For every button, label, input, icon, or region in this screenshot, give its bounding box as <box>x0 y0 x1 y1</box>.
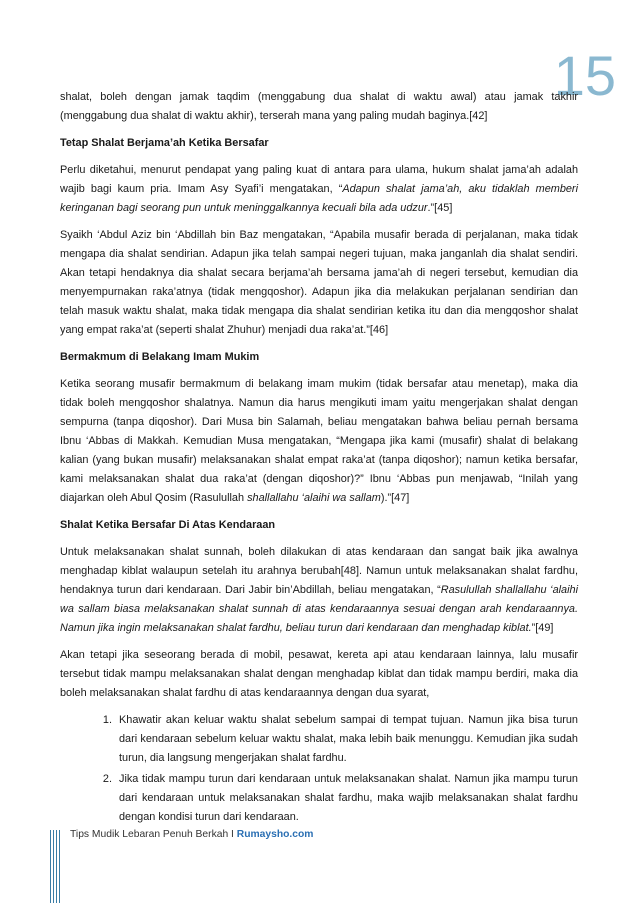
section-heading: Tetap Shalat Berjama’ah Ketika Bersafar <box>60 137 269 149</box>
footer-rule <box>50 830 62 903</box>
page-number: 15 <box>553 44 616 107</box>
text-run: .”[45] <box>427 202 453 214</box>
text-run: Untuk melaksanakan shalat sunnah, boleh dilakukan di atas kendaraan dan sangat baik jika awalnya menghadap kiblat walaupun setelah itu arahnya berubah[48]. Namun untuk melaksanakan shalat fardhu, hendaknya turun dari kendaraan. Dari Jabir bin’Abdillah, beliau mengatakan, “ <box>60 546 578 596</box>
text-run: Ketika seorang musafir bermakmum di belakang imam mukim (tidak bersafar atau menetap), maka dia tidak boleh mengqoshor shalatnya. Namun dia harus mengikuti imam yaitu mengerjakan shalat dengan sempurna (tanpa diqoshor). Dari Musa bin Salamah, beliau mengatakan bahwa beliau pernah bersama Ibnu ‘Abbas di Makkah. Kemudian Musa mengatakan, “Mengapa jika kami (musafir) shalat di belakang kalian (yang bukan musafir) melaksanakan shalat empat raka’at (tanpa diqoshor); namun ketika bersafar, kami melaksanakan shalat dua raka’at (dengan diqoshor)?” Ibnu ‘Abbas pun menjawab, “Inilah yang diajarkan oleh Abul Qosim (Rasulullah <box>60 378 578 504</box>
page-content <box>60 88 578 829</box>
list-item: 1. Khawatir akan keluar waktu shalat sebelum sampai di tempat tujuan. Namun jika bisa turun dari kendaraan sebelum keluar waktu shalat, maka lebih baik menunggu. Kemudian jika sudah turun, dia langsung mengerjakan shalat fardhu. <box>115 711 578 768</box>
text-run: Akan tetapi jika seseorang berada di mobil, pesawat, kereta api atau kendaraan lainnya, lalu musafir tersebut tidak mampu melaksanakan shalat dengan menghadap kiblat dan tidak mampu berdiri, maka dia boleh melaksanakan shalat fardhu di atas kendaraannya dengan dua syarat, <box>60 649 578 699</box>
text-run: ).”[47] <box>380 492 410 504</box>
italic-text: Adapun shalat jama’ah, aku tidaklah memberi keringanan bagi seorang pun untuk meninggalkannya kecuali bila ada udzur <box>60 183 578 214</box>
section-heading: Shalat Ketika Bersafar Di Atas Kendaraan <box>60 519 276 531</box>
footer-site-name: Rumaysho.com <box>236 829 314 840</box>
text-run: Syaikh ‘Abdul Aziz bin ‘Abdillah bin Baz mengatakan, “Apabila musafir berada di perjalanan, maka tidak mengapa dia shalat sendirian. Adapun jika telah sampai negeri tujuan, maka janganlah dia shalat sendiri. Akan tetapi hendaknya dia shalat secara berjama’ah bersama jama’ah di negeri tersebut, kemudian dia menyempurnakan raka’atnya (tidak mengqoshor). Adapun jika dia melakukan perjalanan sendirian dan telah masuk waktu shalat, maka tidak mengapa dia shalat sendirian ketika itu dan dia mengqoshor shalat yang empat raka’at (seperti shalat Zhuhur) menjadi dua raka’at.”[46] <box>60 229 578 336</box>
italic-text: shallallahu ‘alaihi wa sallam <box>247 492 381 504</box>
numbered-list <box>60 711 578 827</box>
footer-title: Tips Mudik Lebaran Penuh Berkah I <box>70 829 237 840</box>
paragraph <box>60 375 578 508</box>
paragraph <box>60 88 578 126</box>
page-footer <box>70 829 313 840</box>
paragraph <box>60 226 578 340</box>
list-item: 2. Jika tidak mampu turun dari kendaraan untuk melaksanakan shalat. Namun jika mampu turun dari kendaraan untuk melaksanakan shalat fardhu, maka wajib melaksanakan shalat fardhu dengan kondisi turun dari kendaraan. <box>115 770 578 827</box>
text-run: shalat, boleh dengan jamak taqdim (menggabung dua shalat di waktu awal) atau jamak takhir (menggabung dua shalat di waktu akhir), terserah mana yang paling mudah baginya.[42] <box>60 91 578 122</box>
paragraph <box>60 646 578 703</box>
paragraph <box>60 543 578 638</box>
text-run: ”[49] <box>531 622 554 634</box>
text-run: Perlu diketahui, menurut pendapat yang paling kuat di antara para ulama, hukum shalat jama’ah adalah wajib bagi kaum pria. Imam Asy Syafi’i mengatakan, “ <box>60 164 578 195</box>
paragraph <box>60 161 578 218</box>
section-heading: Bermakmum di Belakang Imam Mukim <box>60 351 260 363</box>
italic-text: Rasulullah shallallahu ‘alaihi wa sallam biasa melaksanakan shalat sunnah di atas kendaraannya sesuai dengan arah kendaraannya. Namun jika ingin melaksanakan shalat fardhu, beliau turun dari kendaraan dan menghadap kiblat. <box>60 584 578 634</box>
